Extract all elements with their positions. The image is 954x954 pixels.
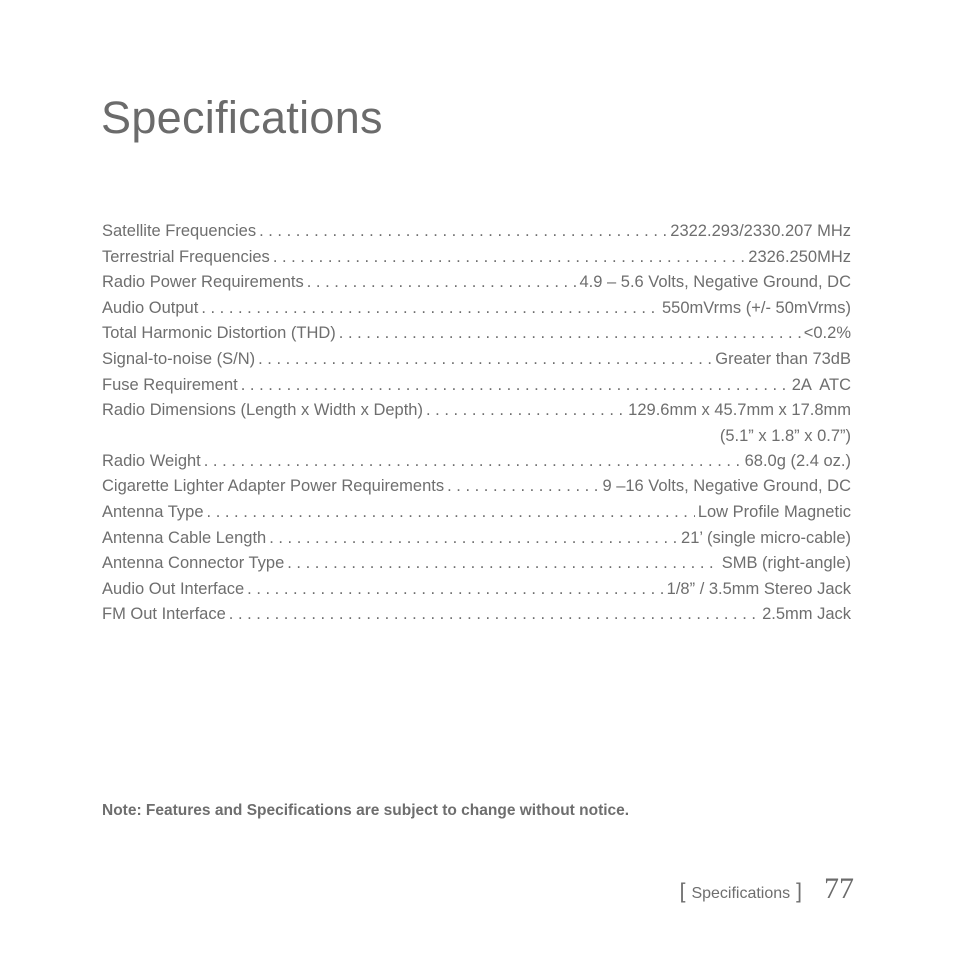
spec-row-satellite-frequencies [102,219,851,245]
spec-label: Signal-to-noise (S/N) [102,349,256,368]
dot-leader [339,321,801,347]
spec-value: Low Profile Magnetic [697,502,851,521]
footer-bracket-close: ] [796,880,802,903]
spec-row-fm-out-interface [102,602,851,628]
spec-row-radio-weight [102,449,851,475]
spec-row-antenna-type [102,500,851,526]
spec-label: Cigarette Lighter Adapter Power Requirements [102,477,445,496]
spec-value: 4.9 – 5.6 Volts, Negative Ground, DC [579,273,851,292]
page-number: 77 [824,872,854,905]
spec-label: Antenna Type [102,502,204,521]
spec-label: Antenna Connector Type [102,554,285,573]
dot-leader [273,245,745,271]
spec-label: Satellite Frequencies [102,222,257,240]
spec-value-continuation: (5.1” x 1.8” x 0.7”) [719,426,851,445]
spec-label: Total Harmonic Distortion (THD) [102,324,336,343]
dot-leader [426,398,625,424]
dot-leader [307,270,577,296]
spec-row-radio-power-requirements [102,270,851,296]
specifications-list [102,219,851,628]
spec-value: <0.2% [803,324,851,343]
spec-label: Radio Weight [102,451,201,470]
spec-value: 129.6mm x 45.7mm x 17.8mm [628,401,851,420]
spec-value: 550mVrms (+/- 50mVrms) [661,298,851,317]
spec-value: 2322.293/2330.207 MHz [670,222,851,240]
dot-leader [201,296,659,322]
page-footer [680,872,854,906]
dot-leader [247,577,664,603]
spec-row-cigarette-lighter-adapter [102,474,851,500]
dot-leader [259,219,667,245]
spec-row-audio-out-interface [102,577,851,603]
footer-bracket-open: [ [679,880,686,903]
spec-row-thd [102,321,851,347]
spec-value: 2A ATC [791,375,851,394]
disclaimer-note: Note: Features and Specifications are subject to change without notice. [102,802,630,819]
spec-row-antenna-connector-type [102,551,851,577]
dot-leader [229,602,759,628]
spec-label: Radio Power Requirements [102,273,304,292]
spec-label: Audio Out Interface [102,579,245,598]
spec-value: 2.5mm Jack [762,605,851,624]
spec-value: 1/8” / 3.5mm Stereo Jack [666,579,851,598]
spec-row-radio-dimensions [102,398,851,424]
dot-leader [287,551,718,577]
spec-value: 68.0g (2.4 oz.) [744,451,851,470]
dot-leader [258,347,712,373]
spec-row-signal-to-noise [102,347,851,373]
spec-value: Greater than 73dB [715,349,851,368]
spec-label: FM Out Interface [102,605,226,624]
footer-section-name: Specifications [691,885,791,902]
spec-label: Fuse Requirement [102,375,238,394]
spec-label: Audio Output [102,298,199,317]
spec-row-radio-dimensions-continuation [102,424,851,449]
page-title: Specifications [101,92,383,143]
dot-leader [204,449,742,475]
dot-leader [241,373,789,399]
dot-leader [207,500,695,526]
spec-value: 21’ (single micro-cable) [681,528,851,547]
dot-leader [447,474,599,500]
spec-value: SMB (right-angle) [721,554,851,573]
spec-row-fuse-requirement [102,373,851,399]
spec-label: Antenna Cable Length [102,528,267,547]
spec-row-audio-output [102,296,851,322]
spec-row-antenna-cable-length [102,526,851,552]
spec-row-terrestrial-frequencies [102,245,851,271]
spec-value: 9 –16 Volts, Negative Ground, DC [602,477,851,496]
spec-label: Terrestrial Frequencies [102,247,270,266]
spec-value: 2326.250MHz [748,247,851,266]
dot-leader [269,526,678,552]
spec-label: Radio Dimensions (Length x Width x Depth) [102,401,423,420]
